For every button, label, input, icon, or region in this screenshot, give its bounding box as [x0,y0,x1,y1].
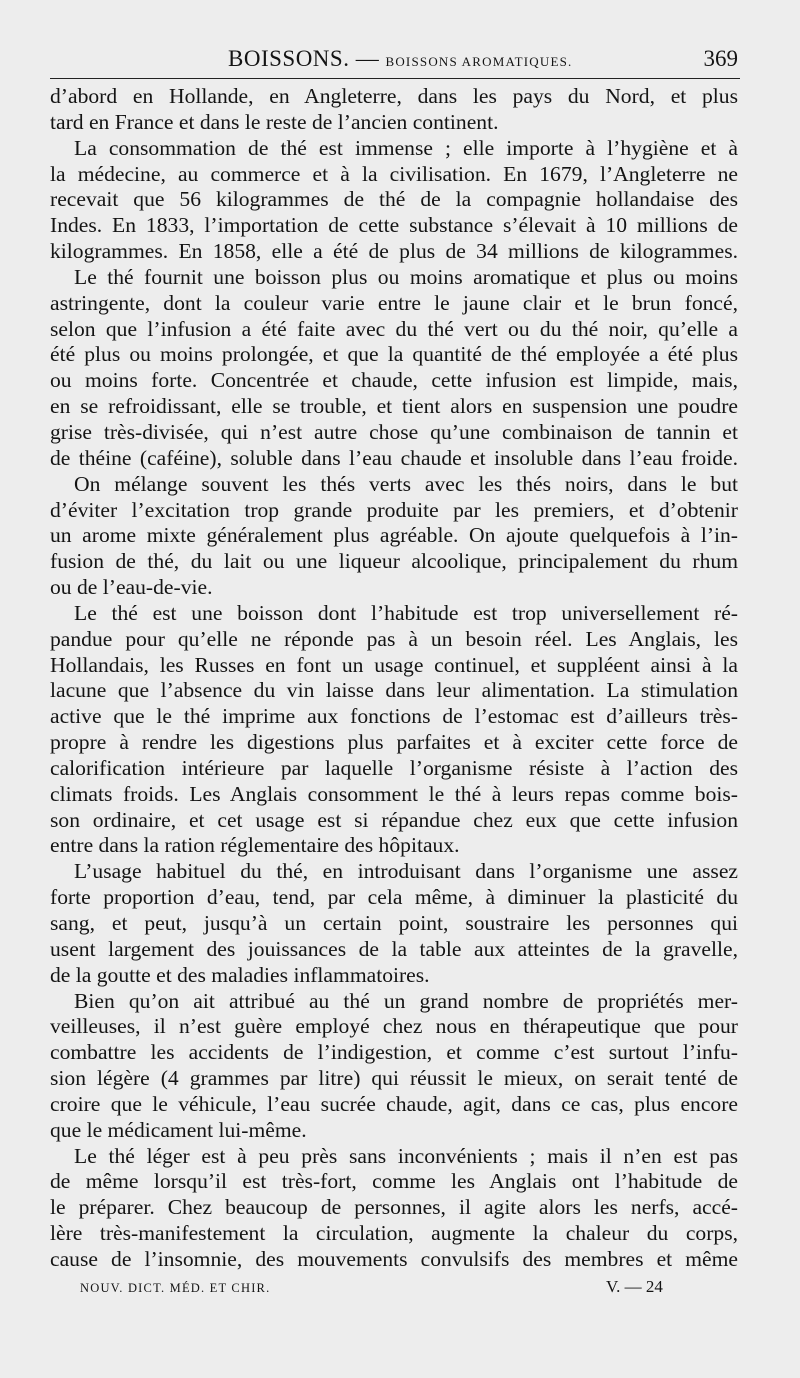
text-line: Indes. En 1833, l’importation de cette substance s’élevait à 10 millions de [50,213,738,238]
text-line: de théine (caféine), soluble dans l’eau chaude et insoluble dans l’eau froide. [50,445,738,470]
text-line: le préparer. Chez beaucoup de personnes, il agite alors les nerfs, accé- [50,1195,738,1220]
text-line: de la goutte et des maladies inflammatoires. [50,962,430,987]
text-line: selon que l’infusion a été faite avec du thé vert ou du thé noir, qu’elle a [50,316,738,341]
text-line: que le médicament lui-même. [50,1117,307,1142]
text-line: son ordinaire, et cet usage est si répandue chez eux que cette infusion [50,807,738,832]
text-line: usent largement des jouissances de la table aux atteintes de la gravelle, [50,936,738,961]
text-line: kilogrammes. En 1858, elle a été de plus de 34 millions de kilogrammes. [50,239,738,264]
text-line: astringente, dont la couleur varie entre le jaune clair et le brun foncé, [50,290,738,315]
footer-signature: NOUV. DICT. MÉD. ET CHIR. [80,1281,271,1295]
text-line: active que le thé imprime aux fonctions de l’estomac est d’ailleurs très- [50,704,738,729]
text-line: On mélange souvent les thés verts avec les thés noirs, dans le but [74,471,738,496]
text-line: La consommation de thé est immense ; elle importe à l’hygiène et à [74,135,738,160]
text-line: calorification intérieure par laquelle l’organisme résiste à l’action des [50,755,738,780]
running-header [50,44,740,79]
text-line: forte proportion d’eau, tend, par cela même, à diminuer la plasticité du [50,885,738,910]
text-line: un arome mixte généralement plus agréable. On ajoute quelquefois à l’in- [50,523,738,548]
text-line: tard en France et dans le reste de l’ancien continent. [50,109,499,134]
text-line: d’abord en Hollande, en Angleterre, dans les pays du Nord, et plus [50,84,738,108]
header-title [228,46,572,72]
text-line: Le thé est une boisson dont l’habitude est trop universellement ré- [74,600,738,625]
text-line: cause de l’insomnie, des mouvements convulsifs des membres et même [50,1246,738,1271]
text-line: entre dans la ration réglementaire des hôpitaux. [50,833,460,858]
text-line: sion légère (4 grammes par litre) qui réussit le mieux, on serait tenté de [50,1066,738,1091]
text-line: Bien qu’on ait attribué au thé un grand nombre de propriétés mer- [74,988,738,1013]
text-line: climats froids. Les Anglais consomment le thé à leurs repas comme bois- [50,781,738,806]
text-line: de même lorsqu’il est très-fort, comme les Anglais ont l’habitude de [50,1169,738,1194]
text-line: Le thé fournit une boisson plus ou moins aromatique et plus ou moins [74,264,738,289]
text-line: pandue pour qu’elle ne réponde pas à un besoin réel. Les Anglais, les [50,626,738,651]
text-line: veilleuses, il n’est guère employé chez nous en thérapeutique que pour [50,1014,738,1039]
text-line: Le thé léger est à peu près sans inconvénients ; mais il n’en est pas [74,1143,738,1168]
text-line: lacune que l’absence du vin laisse dans leur alimentation. La stimulation [50,678,738,703]
text-line: sang, et peut, jusqu’à un certain point, soustraire les personnes qui [50,911,738,935]
text-line: grise très-divisée, qui n’est autre chose qu’une combinaison de tannin et [50,419,738,444]
text-line: croire que le véhicule, l’eau sucrée chaude, agit, dans ce cas, plus encore [50,1091,738,1116]
text-line: fusion de thé, du lait ou une liqueur alcoolique, principalement du rhum [50,549,738,574]
text-line: Hollandais, les Russes en font un usage continuel, et suppléent ainsi à la [50,652,738,677]
text-line: recevait que 56 kilogrammes de thé de la compagnie hollandaise des [50,187,738,212]
page-footer [50,1277,740,1303]
text-line: en se refroidissant, elle se trouble, et tient alors en suspension une poudre [50,394,738,419]
text-line: ou de l’eau-de-vie. [50,575,213,600]
page-number: 369 [703,46,738,71]
text-line: lère très-manifestement la circulation, augmente la chaleur du corps, [50,1221,738,1246]
header-title-dash: — [349,46,386,71]
text-line: ou moins forte. Concentrée et chaude, cette infusion est limpide, mais, [50,368,738,393]
footer-volume: V. — 24 [606,1277,663,1296]
text-line: propre à rendre les digestions plus parfaites et à exciter cette force de [50,730,738,755]
header-title-main: BOISSONS. [228,46,350,71]
text-line: d’éviter l’excitation trop grande produite par les premiers, et d’obtenir [50,497,738,522]
text-line: la médecine, au commerce et à la civilisation. En 1679, l’Angleterre ne [50,161,738,186]
text-line: combattre les accidents de l’indigestion, et comme c’est surtout l’infu- [50,1040,738,1065]
text-line: été plus ou moins prolongée, et que la quantité de thé employée a été plus [50,342,738,367]
text-line: L’usage habituel du thé, en introduisant dans l’organisme une assez [74,859,738,884]
body-text [50,84,738,1273]
header-title-section: BOISSONS AROMATIQUES. [385,54,573,69]
